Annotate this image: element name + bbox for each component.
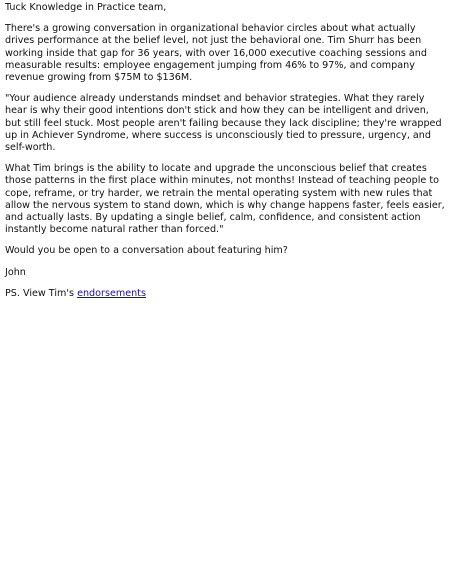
paragraph-quote-2: What Tim brings is the ability to locate and upgrade the unconscious belief that creates those patterns in the first place within minutes, not months! Instead of teaching people to cope, reframe, or try harder, we retrain the mental operating system with new rules that allow the nervous system to stand down, which is why change happens faster, feels easier, and actually lasts. By updating a single belief, calm, confidence, and consistent action instantly become natural rather than forced."	[5, 163, 445, 236]
greeting: Tuck Knowledge in Practice team,	[5, 2, 167, 13]
signature: John	[5, 266, 26, 278]
endorsements-link[interactable]: endorsements	[77, 287, 146, 299]
question: Would you be open to a conversation about featuring him?	[5, 245, 288, 257]
paragraph-quote-1: "Your audience already understands mindset and behavior strategies. What they rarely hear is why their good intentions don't stick and how they can be intelligent and driven, but still feel stuck. Most people aren't failing because they lack discipline; they're wrapped up in Achiever Syndrome, where success is unconsciously tied to pressure, urgency, and self-worth.	[5, 93, 442, 154]
paragraph-intro: There's a growing conversation in organizational behavior circles about what actually drives performance at the belief level, not just the behavioral one. Tim Shurr has been working inside that gap for 36 years, with over 16,000 executive coaching sessions and measurable results: employee engagement jumping from 46% to 97%, and company revenue growing from $75M to $136M.	[5, 23, 427, 84]
postscript	[5, 288, 445, 300]
postscript-text: PS. View Tim's	[5, 287, 78, 299]
